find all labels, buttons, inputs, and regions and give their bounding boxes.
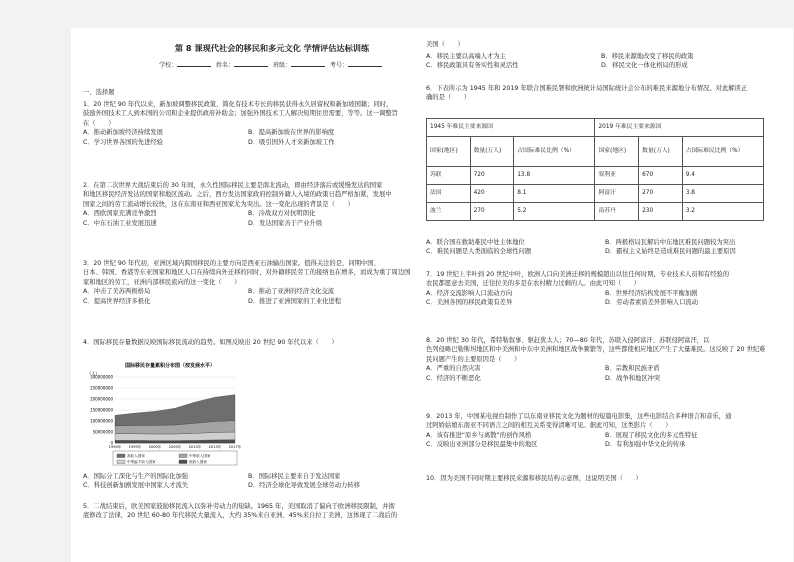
table-header-1945: 1945 年难民主要来源国 bbox=[427, 119, 595, 137]
question-1 bbox=[83, 100, 413, 147]
q7-options bbox=[426, 289, 784, 308]
chart-y-unit: （人） bbox=[87, 371, 100, 376]
table-cell: 13.8 bbox=[514, 167, 595, 185]
table-cell: 420 bbox=[470, 185, 514, 203]
q1-stem-line: 鼓励外国技术工人到本国的公司和企业提供政府补助金；加强外国技术工人解决短期住房需要，等等。这一调整旨 bbox=[83, 110, 398, 118]
table-cell: 叙利亚 bbox=[595, 167, 639, 185]
col-country: 国家(地区) bbox=[427, 137, 471, 167]
q9-stem-line: 过阿娇姑娘东南亚不同语言之间的相互关系变得清晰可见。据此可知，这类影片（ ） bbox=[426, 422, 672, 430]
field-number-label: 考号： bbox=[329, 62, 348, 69]
table-cell: 5.2 bbox=[514, 203, 595, 221]
table-cell: 南苏丹 bbox=[595, 203, 639, 221]
q5-option-d[interactable]: D．移民文化一体化格局的形成 bbox=[601, 62, 688, 70]
y-tick-label: 300000000 bbox=[90, 374, 113, 380]
question-2 bbox=[83, 181, 413, 228]
y-tick-label: 250000000 bbox=[90, 385, 113, 391]
q5-stem-line: 5．二战结束后，欧美国家鼓励移民流入以弥补劳动力的短缺。1965 年，美国取消了偏向于欧洲移民限制，并彻 bbox=[83, 503, 395, 510]
q6-option-a[interactable]: A．联合国在救助难民中处主体地位 bbox=[426, 239, 525, 246]
q3-option-a[interactable]: A．冲击了美苏两极格局 bbox=[83, 288, 151, 296]
question-8 bbox=[426, 336, 784, 383]
question-3 bbox=[83, 259, 413, 306]
section-heading: 一、选择题 bbox=[83, 89, 115, 96]
field-class-blank[interactable] bbox=[291, 60, 325, 67]
x-tick-label: 2010年 bbox=[188, 445, 202, 449]
q4-option-b[interactable]: B．国际移民主要来自于发达国家 bbox=[248, 473, 341, 480]
question-10-stem: 10．因为美国不同时期主要移民来源和移民结构示意图，这说明美国（ ） bbox=[426, 475, 642, 482]
q1-option-b[interactable]: B．提高新加坡在世界的影响度 bbox=[248, 129, 335, 137]
field-class-label: 班级： bbox=[272, 62, 291, 69]
col-number: 数量(万人) bbox=[470, 137, 514, 167]
q1-option-d[interactable]: D．吸引国外人才来新加坡工作 bbox=[248, 138, 335, 146]
student-info-line bbox=[137, 60, 407, 70]
q2-option-d[interactable]: D．发达国家善于产业升级 bbox=[248, 219, 323, 227]
q9-stem-line: 9．2013 年，中国某电视台制作了以东南亚移民文化为题材的短篇电影集，这些电影结合多种语言和音乐，通 bbox=[426, 413, 732, 420]
legend-label: 中等收入国家 bbox=[189, 454, 211, 458]
table-row bbox=[427, 167, 764, 185]
field-name-blank[interactable] bbox=[234, 60, 268, 67]
q8-option-d[interactable]: D．战争和地区冲突 bbox=[605, 374, 661, 382]
question-4-stem: 4．国际移民存量数据反映国际移民流动的趋势。如图反映出 20 世纪 90 年代以来（ ） bbox=[83, 339, 338, 346]
y-tick-label: 50000000 bbox=[92, 429, 113, 435]
q5-option-c[interactable]: C．移民政策具有务实性和灵活性 bbox=[426, 62, 519, 70]
q2-options bbox=[83, 209, 413, 228]
table-header-2019: 2019 年难民主要来源国 bbox=[595, 119, 764, 137]
field-school-label: 学校： bbox=[159, 62, 178, 69]
q2-stem-line: 和地区移民经济发达的国家和地区流动。之后，西方发达国家政府控制外籍人入境的政策日趋严格加紧，发展中 bbox=[83, 191, 392, 199]
col-share: 占国际难民比例（%） bbox=[514, 137, 595, 167]
q7-option-b[interactable]: B．世界经济结构发展不平衡加剧 bbox=[605, 289, 698, 297]
q6-options bbox=[426, 238, 784, 257]
q7-option-a[interactable]: A．经济交流影响人口流动方向 bbox=[426, 289, 513, 297]
q7-stem-line: 7．19 世纪上半叶到 20 世纪中叶，欧洲人口向美洲迁移的规模超出以往任何时期，专业技术人员和有经验的 bbox=[426, 271, 730, 278]
col-country: 国家(地区) bbox=[595, 137, 639, 167]
q9-option-d[interactable]: D．有利加强中华文化的传承 bbox=[605, 441, 686, 449]
question-4-options bbox=[83, 472, 413, 491]
field-school-blank[interactable] bbox=[177, 60, 211, 67]
q5-stem-end: 美国（ ） bbox=[426, 41, 464, 48]
page-title: 第 8 课现代社会的移民和多元文化 学情评估达标训练 bbox=[174, 43, 370, 53]
q4-option-d[interactable]: D．经济全球化导致发展全球劳动力转移 bbox=[248, 482, 360, 490]
series-area-1 bbox=[115, 395, 235, 426]
table-cell: 270 bbox=[639, 185, 683, 203]
table-cell: 3.2 bbox=[682, 203, 763, 221]
table-cell: 8.1 bbox=[514, 185, 595, 203]
x-tick-label: 2015年 bbox=[208, 445, 222, 449]
q3-options bbox=[83, 287, 413, 306]
table-cell: 670 bbox=[639, 167, 683, 185]
y-tick-label: 100000000 bbox=[90, 418, 113, 424]
legend-swatch bbox=[179, 454, 187, 458]
q1-options bbox=[83, 128, 413, 147]
legend-label: 低收入国家 bbox=[189, 460, 207, 464]
legend-label: 中等偏下收入国家 bbox=[127, 460, 156, 464]
y-tick-label: 200000000 bbox=[90, 396, 113, 402]
refugee-table bbox=[426, 118, 764, 221]
q8-options bbox=[426, 364, 784, 383]
q8-option-b[interactable]: B．宗教和民族矛盾 bbox=[605, 365, 660, 373]
q5-option-b[interactable]: B．移民来源地改变了移民的政策 bbox=[601, 53, 694, 60]
question-6-stem bbox=[426, 84, 784, 103]
q8-option-a[interactable]: A．严重的自然灾害 bbox=[426, 365, 481, 373]
q9-option-a[interactable]: A．该有推进“原乡与离散”的创作风格 bbox=[426, 431, 532, 439]
q5-option-a[interactable]: A．移民主要以高端人才为主 bbox=[426, 53, 506, 60]
q1-option-c[interactable]: C．学习世界各国的先进经验 bbox=[83, 138, 163, 146]
q2-option-b[interactable]: B．冷战双方对抗明朗化 bbox=[248, 210, 316, 218]
q9-option-c[interactable]: C．反映出亚洲部分是移民最集中的地区 bbox=[426, 441, 538, 449]
x-tick-label: 2005年 bbox=[168, 445, 182, 449]
q9-options bbox=[426, 431, 784, 450]
q6-stem-line: 6．下表所示为 1945 年和 2019 年联合国难民署和欧洲统计局国际统计会公布的难民来源地分布情况。对此解读正 bbox=[426, 85, 748, 92]
q2-option-c[interactable]: C．中东石油工业发展迅速 bbox=[83, 219, 157, 227]
q8-stem-line: 色列侵略巴勒斯坦地区和中美洲和中东中美洲和地区战争频繁等，这些都使相应地区产生了大量难民。这反映了 20 世纪难 bbox=[426, 346, 766, 354]
col-number: 数量(万人) bbox=[639, 137, 683, 167]
q2-stem-line: 国家之间的劳工流动增长较快，这在东南亚和西亚国家尤为突出。这一变化出现的背景是（ ） bbox=[83, 200, 354, 208]
table-header-row bbox=[427, 119, 764, 137]
legend-swatch bbox=[179, 460, 187, 464]
legend-label: 高收入国家 bbox=[127, 454, 145, 458]
q4-option-a[interactable]: A．国际分工深化与生产的国际化加强 bbox=[83, 473, 189, 480]
x-tick-label: 2000年 bbox=[148, 445, 162, 449]
q2-option-a[interactable]: A．西欧国家充满竞争激烈 bbox=[83, 210, 157, 218]
table-cell: 法国 bbox=[427, 185, 471, 203]
q8-stem-line: 民问题产生的主要原因是（ ） bbox=[426, 355, 521, 363]
y-tick-label: 150000000 bbox=[90, 407, 113, 413]
table-cell: 3.8 bbox=[682, 185, 763, 203]
q7-stem-line: 农民都愿意去美国，迁往拉美的多是在农村精力过剩的人。由此可知（ ） bbox=[426, 280, 641, 288]
q6-stem-line: 确的是（ ） bbox=[426, 94, 471, 102]
q8-stem-line: 8．20 世纪 30 年代，希特勒叙事、驱赶犹太人；70—80 年代，苏联入侵阿富汗、苏联侵阿富汗，以 bbox=[426, 337, 710, 344]
legend-swatch bbox=[117, 454, 125, 458]
field-name-label: 姓名： bbox=[216, 62, 235, 69]
q4-option-c[interactable]: C．科技创新加剧发展中国家人才流失 bbox=[83, 482, 189, 490]
q8-option-c[interactable]: C．经济的不断恶化 bbox=[426, 374, 481, 382]
table-cell: 苏联 bbox=[427, 167, 471, 185]
table-row bbox=[427, 185, 764, 203]
table-cell: 230 bbox=[639, 203, 683, 221]
q9-option-b[interactable]: B．展现了移民文化的多元性特征 bbox=[605, 431, 698, 439]
q1-option-a[interactable]: A．推动新加坡经济持续发展 bbox=[83, 129, 163, 137]
x-tick-label: 1990年 bbox=[108, 445, 122, 449]
q6-option-b[interactable]: B．两极格局瓦解后中东地区难民问题较为突出 bbox=[605, 239, 736, 246]
q5-options bbox=[426, 52, 776, 71]
q2-stem-line: 2．在第二次世界大战结束后的 30 年间，永久性国际移民主要是南北流动，即由经济落后或缓慢发达的国家 bbox=[83, 182, 383, 189]
question-5 bbox=[83, 502, 413, 521]
q3-stem-line: 日本、韩国、香港等东亚国家和地区人口在持续向外迁移的同时，对外籍移民劳工的接纳也在增多，而成为重了周边国 bbox=[83, 269, 411, 277]
legend-swatch bbox=[117, 460, 125, 464]
question-9 bbox=[426, 412, 784, 450]
q6-option-d[interactable]: D．霸权主义始终是造成难民问题的最主要原因 bbox=[605, 248, 736, 256]
table-cell: 720 bbox=[470, 167, 514, 185]
x-tick-label: 2017年 bbox=[228, 445, 242, 449]
q7-option-d[interactable]: D．劳动者素质差异影响人口流动 bbox=[605, 299, 699, 307]
table-cell: 9.4 bbox=[682, 167, 763, 185]
col-share: 占国际难民比例（%） bbox=[682, 137, 763, 167]
q6-option-c[interactable]: C．难民问题是人类面临的全球性问题 bbox=[426, 248, 532, 256]
table-cell: 270 bbox=[470, 203, 514, 221]
table-cell: 波兰 bbox=[427, 203, 471, 221]
q3-option-d[interactable]: D．推进了亚洲国家的工业化进程 bbox=[248, 297, 342, 305]
question-7 bbox=[426, 270, 784, 308]
field-number-blank[interactable] bbox=[348, 60, 382, 67]
y-tick-label: 0 bbox=[110, 440, 113, 446]
table-row bbox=[427, 203, 764, 221]
migrant-stock-chart bbox=[77, 359, 253, 469]
exam-sheet bbox=[71, 28, 793, 562]
q7-option-c[interactable]: C．美洲各国的移民政策有差异 bbox=[426, 299, 513, 307]
chart-title: 国际移民存量累积分布图（按发展水平） bbox=[125, 363, 216, 369]
q5-stem-line: 底修改了法律，20 世纪 60-80 年代移民大量流入，大约 35%来自亚洲、45%来自拉丁美洲，这体现了二战后的 bbox=[83, 512, 398, 520]
table-subheader-row bbox=[427, 137, 764, 167]
q3-option-c[interactable]: C．提高世界经济多极化 bbox=[83, 297, 151, 305]
q1-stem-line: 1．20 世纪 90 年代以来，新加坡调整移民政策，简化有技术专长的移民获得永久居留权和新加坡国籍；同时， bbox=[83, 101, 393, 108]
q1-stem-line: 在（ ） bbox=[83, 119, 115, 127]
q3-stem-line: 家和地区的劳工，亚洲内部移民流向的这一变化（ ） bbox=[83, 278, 241, 286]
q3-option-b[interactable]: B．推动了亚洲的经济文化交流 bbox=[248, 288, 335, 296]
x-tick-label: 1995年 bbox=[128, 445, 142, 449]
table-cell: 阿富汗 bbox=[595, 185, 639, 203]
q3-stem-line: 3．20 世纪 90 年代初，亚洲区域内跨国移民的主要方向是西亚石油输出国家。值得关注的是，同期中国、 bbox=[83, 260, 380, 267]
